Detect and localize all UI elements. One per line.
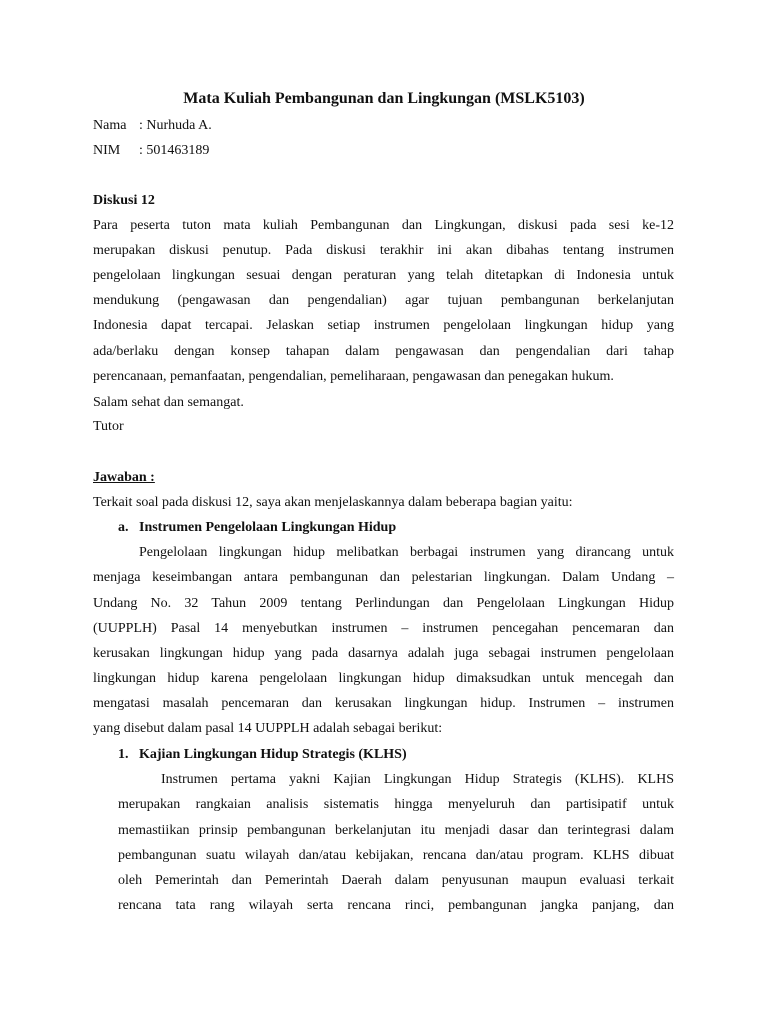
- question-greeting: Salam sehat dan semangat.: [93, 395, 244, 410]
- item-1-title: Kajian Lingkungan Hidup Strategis (KLHS): [139, 747, 407, 762]
- item-1-marker: 1.: [118, 747, 129, 762]
- document-title: Mata Kuliah Pembangunan dan Lingkungan (MSLK5103): [183, 90, 585, 107]
- section-a-line: lingkungan hidup karena pengelolaan lingkungan hidup dimaksudkan untuk mencegah dan: [93, 671, 674, 686]
- item-1-line: memastiikan prinsip pembangunan berkelanjutan itu menjadi dasar dan terintegrasi dalam: [118, 823, 674, 838]
- item-1-line: oleh Pemerintah dan Pemerintah Daerah dalam penyusunan maupun evaluasi terkait: [118, 873, 674, 888]
- nama-value: : Nurhuda A.: [139, 118, 212, 133]
- answer-intro: Terkait soal pada diskusi 12, saya akan menjelaskannya dalam beberapa bagian yaitu:: [93, 495, 573, 510]
- item-1-line: rencana tata rang wilayah serta rencana rinci, pembangunan jangka panjang, dan: [118, 898, 674, 913]
- question-heading: Diskusi 12: [93, 193, 155, 208]
- question-last-line: perencanaan, pemanfaatan, pengendalian, pemeliharaan, pengawasan dan penegakan hukum.: [93, 369, 614, 384]
- section-a-line: menjaga keseimbangan antara pembangunan dan pelestarian lingkungan. Dalam Undang –: [93, 570, 674, 585]
- section-a-last-line: yang disebut dalam pasal 14 UUPPLH adalah sebagai berikut:: [93, 721, 443, 736]
- item-1-first-line: Instrumen pertama yakni Kajian Lingkungan Hidup Strategis (KLHS). KLHS: [161, 772, 674, 787]
- section-a-first-line: Pengelolaan lingkungan hidup melibatkan berbagai instrumen yang dirancang untuk: [139, 545, 674, 560]
- question-signature: Tutor: [93, 419, 124, 434]
- answer-heading: Jawaban :: [93, 470, 155, 485]
- nim-value: : 501463189: [139, 143, 210, 158]
- section-a-line: Undang No. 32 Tahun 2009 tentang Perlindungan dan Pengelolaan Lingkungan Hidup: [93, 596, 674, 611]
- section-a-line: mengatasi masalah pencemaran dan kerusakan lingkungan hidup. Instrumen – instrumen: [93, 696, 674, 711]
- item-1-line: merupakan rangkaian analisis sistematis hingga menyeluruh dan partisipatif untuk: [118, 797, 674, 812]
- section-a-marker: a.: [118, 520, 129, 535]
- section-a-line: (UUPPLH) Pasal 14 menyebutkan instrumen – instrumen pencegahan pencemaran dan: [93, 621, 674, 636]
- question-line: pengelolaan lingkungan sesuai dengan peraturan yang telah ditetapkan di Indonesia untuk: [93, 268, 674, 283]
- item-1-line: pembangunan suatu wilayah dan/atau kebijakan, rencana dan/atau program. KLHS dibuat: [118, 848, 674, 863]
- question-line: Para peserta tuton mata kuliah Pembangunan dan Lingkungan, diskusi pada sesi ke-12: [93, 218, 674, 233]
- question-line: ada/berlaku dengan konsep tahapan dalam pengawasan dan pengendalian dari tahap: [93, 344, 674, 359]
- nama-label: Nama: [93, 118, 127, 133]
- question-line: merupakan diskusi penutup. Pada diskusi terakhir ini akan dibahas tentang instrumen: [93, 243, 674, 258]
- section-a-title: Instrumen Pengelolaan Lingkungan Hidup: [139, 520, 397, 535]
- nim-label: NIM: [93, 143, 121, 158]
- section-a-line: kerusakan lingkungan hidup yang pada dasarnya adalah juga sebagai instrumen pengelolaan: [93, 646, 674, 661]
- question-line: mendukung (pengawasan dan pengendalian) agar tujuan pembangunan berkelanjutan: [93, 293, 674, 308]
- question-line: Indonesia dapat tercapai. Jelaskan setiap instrumen pengelolaan lingkungan hidup yang: [93, 318, 674, 333]
